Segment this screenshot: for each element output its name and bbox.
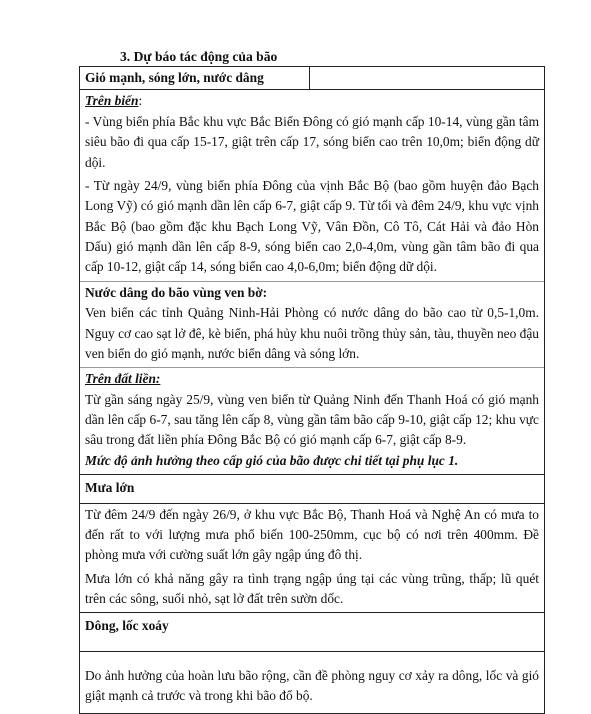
sea-title-line xyxy=(85,91,539,111)
surge-paragraph: Ven biển các tỉnh Quảng Ninh-Hải Phòng có nước dâng do bão cao từ 0,5-1,0m. Nguy cơ cao sạt lở đê, kè biển, phá hủy khu nuôi trồng thủy sản, tàu, thuyền neo đậu ven biển do gió mạnh, nước biển dâng và sóng lớn. xyxy=(85,305,539,361)
surge-title: Nước dâng do bão vùng ven bờ: xyxy=(85,284,268,300)
land-cell xyxy=(80,367,544,474)
appendix-note: Mức độ ảnh hưởng theo cấp gió của bão được chi tiết tại phụ lục 1. xyxy=(85,452,459,468)
wind-sea-cell xyxy=(80,89,544,280)
wind-header: Gió mạnh, sóng lớn, nước dâng xyxy=(80,67,310,89)
rain-paragraph-2: Mưa lớn có khả năng gây ra tình trạng ngập úng tại các vùng trũng, thấp; lũ quét trên các sông, suối nhỏ, sạt lở đất trên sườn dốc. xyxy=(85,570,539,606)
sea-title: Trên biển xyxy=(85,93,139,109)
rain-header: Mưa lớn xyxy=(80,474,544,502)
storm-cell xyxy=(80,651,544,714)
sea-paragraph-1: - Vùng biển phía Bắc khu vực Bắc Biển Đông có gió mạnh cấp 10-14, vùng gần tâm siêu bão đi qua cấp 15-17, giật trên cấp 17, sóng biển cao trên 10,0m; biển động dữ dội. xyxy=(85,113,539,170)
sea-paragraph-2: - Từ ngày 24/9, vùng biển phía Đông của vịnh Bắc Bộ (bao gồm huyện đảo Bạch Long Vỹ) có gió mạnh dần lên cấp 6-7, giật cấp 9. Từ tối và đêm 24/9, khu vực vịnh Bắc Bộ (bao gồm đặc khu Bạch Long Vỹ, Vân Đồn, Cô Tô, Cát Hải và đảo Hòn Dấu) gió mạnh dần lên cấp 8-9, sóng biển cao 2,0-4,0m, vùng gần tâm bão đi qua cấp 10-12, giật cấp 14, sóng biển cao 4,0-6,0m; biển động dữ dội. xyxy=(85,177,539,275)
wind-header-empty-cell xyxy=(310,67,544,89)
rain-cell xyxy=(80,503,544,613)
storm-paragraph: Do ảnh hưởng của hoàn lưu bão rộng, cần đề phòng nguy cơ xảy ra dông, lốc và gió giật mạnh cả trước và trong khi bão đổ bộ. xyxy=(85,667,539,704)
forecast-table xyxy=(79,66,545,714)
rain-paragraph-1: Từ đêm 24/9 đến ngày 26/9, ở khu vực Bắc Bộ, Thanh Hoá và Nghệ An có mưa to đến rất to với lượng mưa phổ biến 100-250mm, cục bộ có nơi trên 400mm. Đề phòng mưa với cường suất lớn gây ngập úng đô thị. xyxy=(85,506,539,563)
section-title: 3. Dự báo tác động của bão xyxy=(120,49,278,64)
surge-cell xyxy=(80,281,544,368)
sea-title-colon: : xyxy=(138,93,143,109)
wind-header-row xyxy=(80,66,544,89)
storm-header: Dông, lốc xoáy xyxy=(80,612,544,650)
land-paragraph: Từ gần sáng ngày 25/9, vùng ven biển từ Quảng Ninh đến Thanh Hoá có gió mạnh dần lên cấp 6-7, sau tăng lên cấp 8, vùng gần tâm bão cấp 9-10, giật cấp 12; khu vực sâu trong đất liền phía Đông Bắc Bộ có gió mạnh cấp 6-7, giật cấp 8-9. xyxy=(85,391,539,448)
land-title: Trên đất liền: xyxy=(85,371,161,387)
